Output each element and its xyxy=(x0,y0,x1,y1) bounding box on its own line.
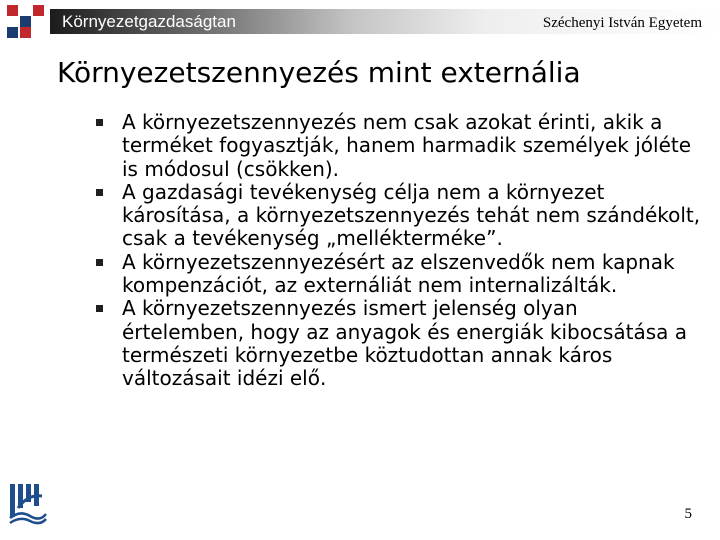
university-name: Széchenyi István Egyetem xyxy=(542,15,702,31)
bullet-square-icon xyxy=(96,119,103,126)
university-logo-icon xyxy=(8,482,48,526)
bullet-item xyxy=(96,181,706,251)
bullet-square-icon xyxy=(96,259,103,266)
bullet-item xyxy=(96,251,706,298)
bullet-item xyxy=(96,297,706,390)
slide-title: Környezetszennyezés mint externália xyxy=(57,56,581,89)
slide-header xyxy=(0,0,720,40)
bullet-list xyxy=(96,111,706,391)
bullet-text: A környezetszennyezésért az elszenvedők nem kapnak kompenzációt, az externáliát nem internalizálták. xyxy=(122,249,675,298)
bullet-square-icon xyxy=(96,305,103,312)
bullet-text: A környezetszennyezés ismert jelenség olyan értelemben, hogy az anyagok és energiák kibocsátása a természeti környezetbe köztudottan annak káros változásait idézi elő. xyxy=(122,296,688,391)
header-square-navy-2 xyxy=(7,27,18,38)
page-number: 5 xyxy=(684,506,692,522)
header-square-navy-1 xyxy=(20,16,31,27)
header-square-red-3 xyxy=(20,27,31,38)
bullet-item xyxy=(96,111,706,181)
course-name: Környezetgazdaságtan xyxy=(62,12,236,31)
bullet-text: A gazdasági tevékenység célja nem a környezet károsítása, a környezetszennyezés tehát nem szándékolt, csak a tevékenység „mellékterméke”. xyxy=(122,179,701,251)
header-square-red-1 xyxy=(7,5,18,16)
bullet-text: A környezetszennyezés nem csak azokat érinti, akik a terméket fogyasztják, hanem harmadik személyek jóléte is módosul (csökken). xyxy=(122,110,692,181)
bullet-square-icon xyxy=(96,189,103,196)
header-square-red-2 xyxy=(33,5,44,16)
